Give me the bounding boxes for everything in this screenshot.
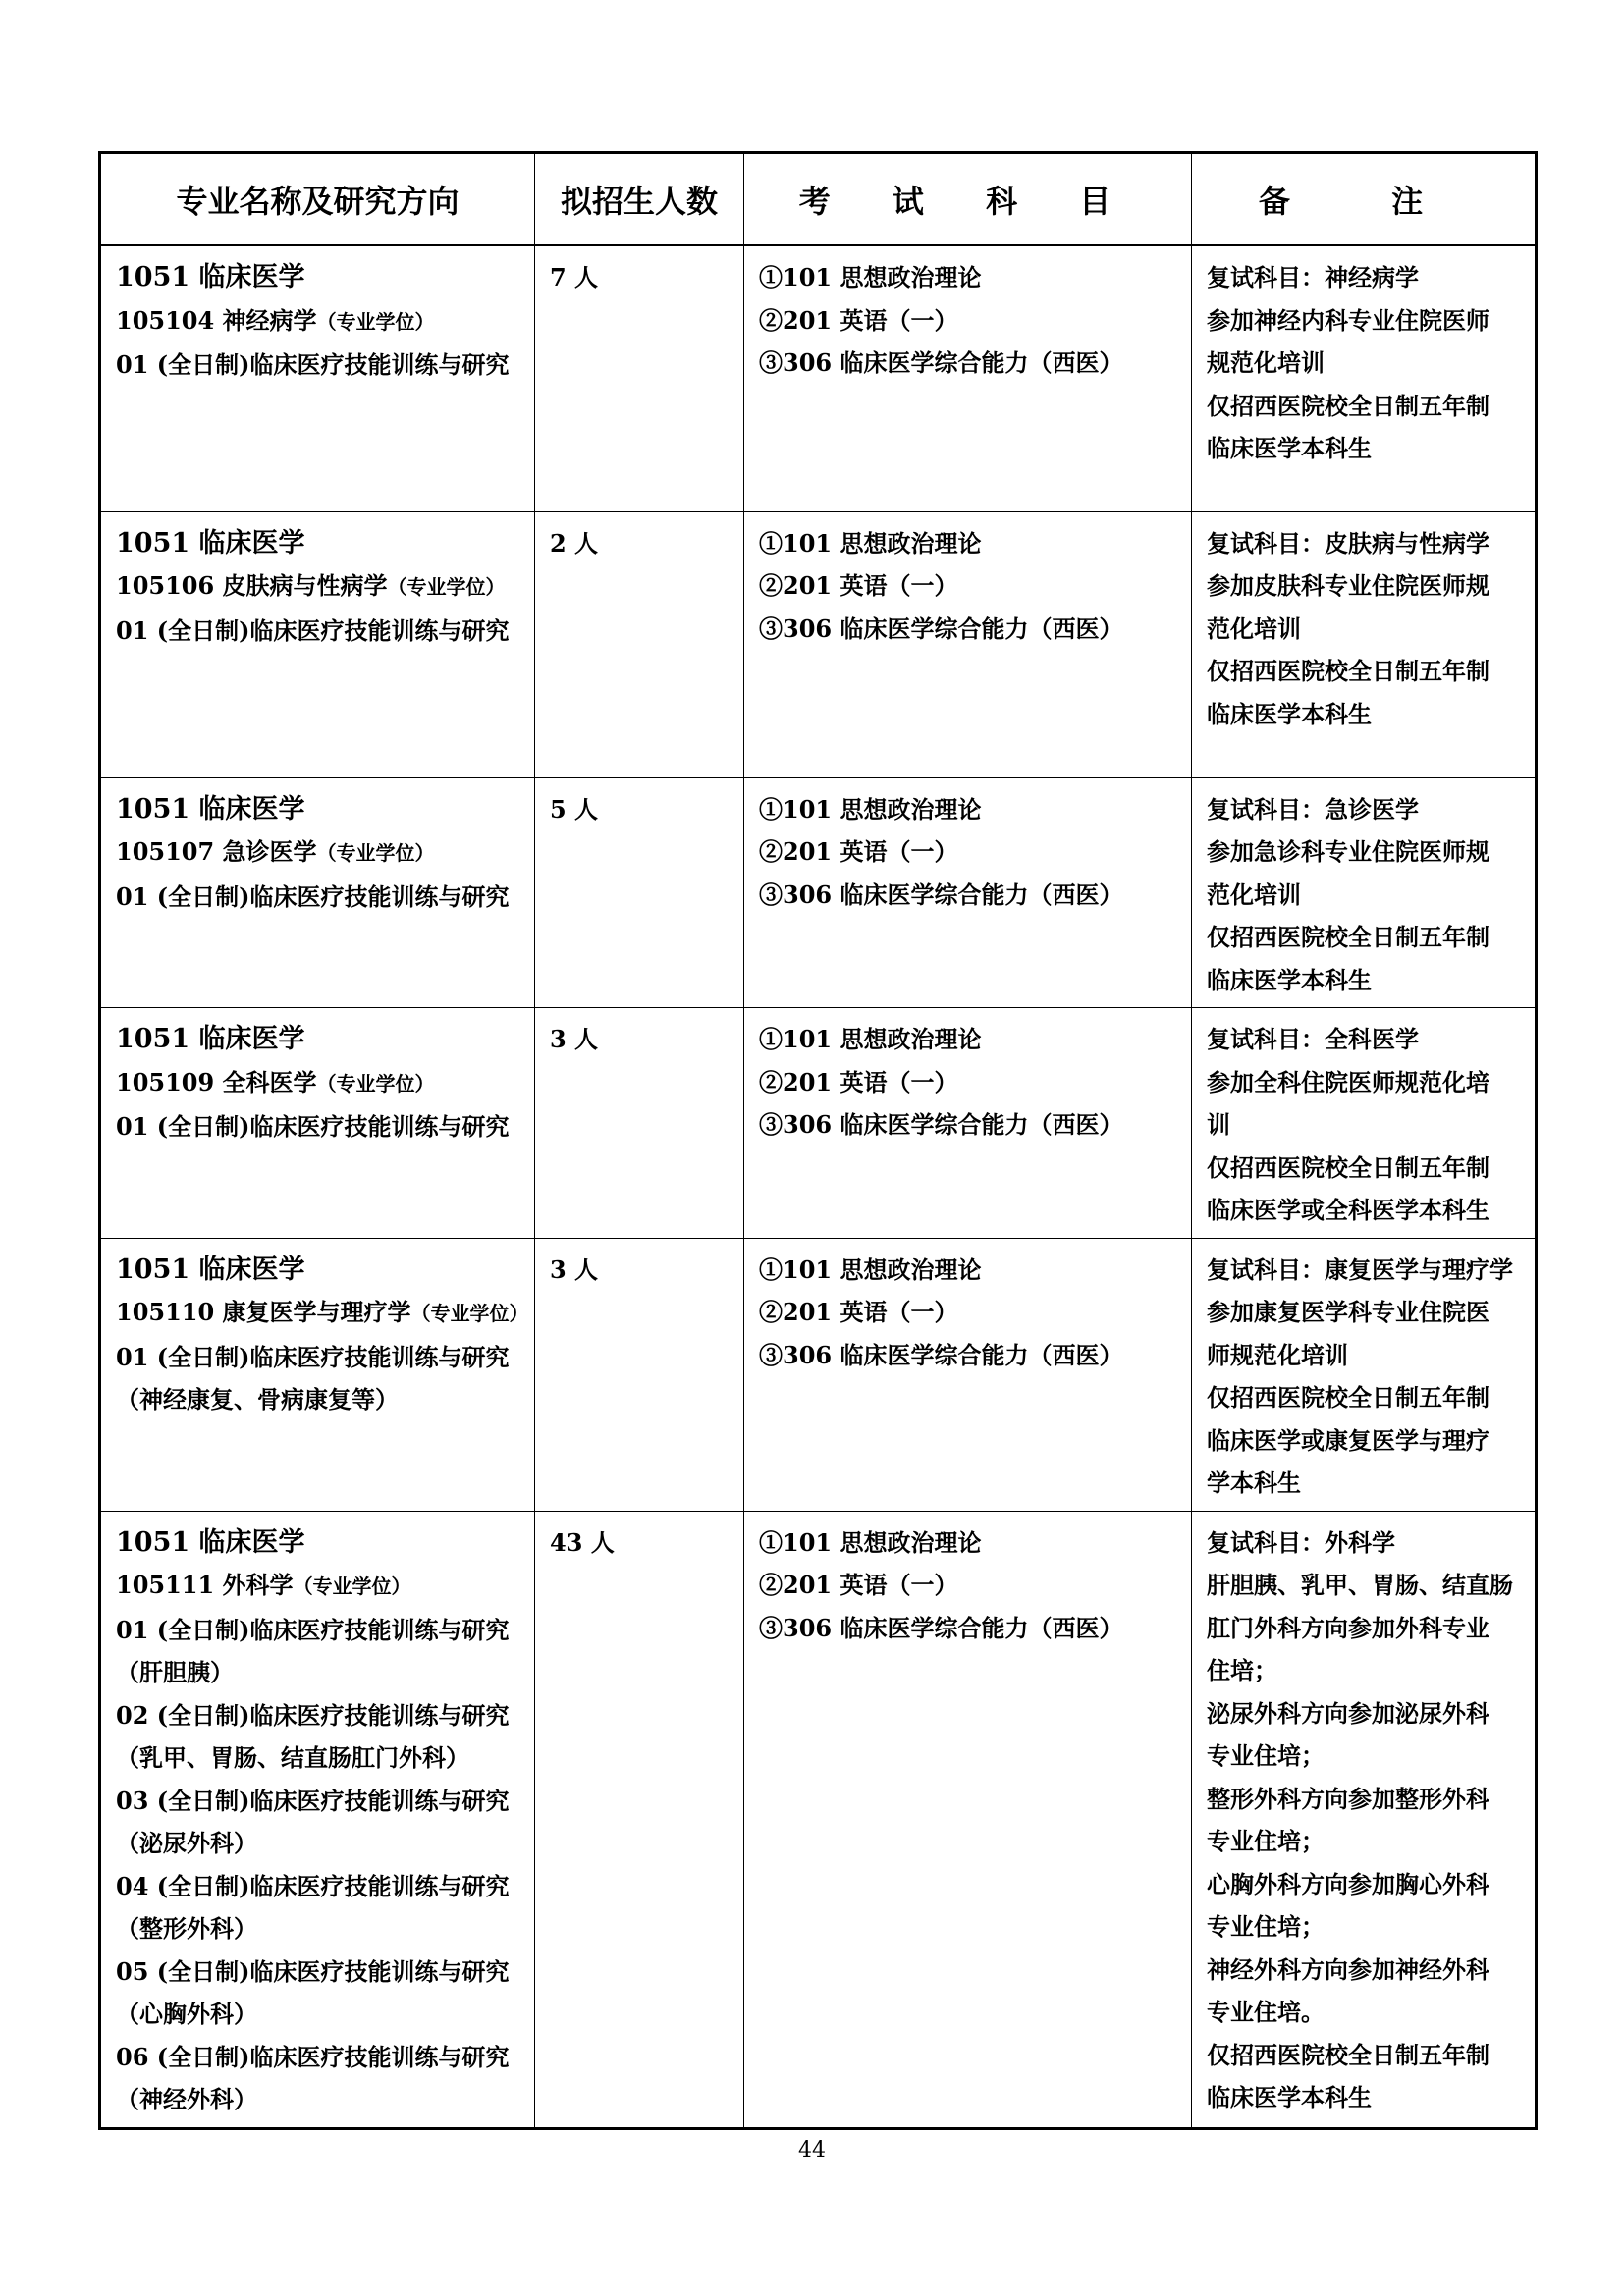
exam-subject: ①101 思想政治理论 (759, 263, 982, 292)
research-direction: （肝胆胰） (116, 1658, 234, 1686)
major-cell (100, 777, 535, 1008)
research-direction: 05 (全日制)临床医疗技能训练与研究 (116, 1956, 510, 1986)
remarks-cell (1192, 511, 1537, 777)
exam-subject: ②201 英语（一） (759, 305, 958, 335)
remarks-cell (1192, 245, 1537, 511)
remark-line: 复试科目：神经病学 (1207, 263, 1419, 292)
count-cell (535, 1008, 744, 1239)
remark-line: 规范化培训 (1207, 348, 1325, 377)
enrollment-count: 7 人 (550, 263, 599, 292)
exam-subject: ①101 思想政治理论 (759, 794, 982, 824)
remarks-cell (1192, 1008, 1537, 1239)
research-direction: 01 (全日制)临床医疗技能训练与研究 (116, 1112, 510, 1141)
research-direction: （泌尿外科） (116, 1829, 257, 1857)
sub-major-name: 105107 急诊医学 (116, 837, 317, 866)
remark-line: 参加皮肤科专业住院医师规 (1207, 571, 1489, 600)
remark-line: 临床医学本科生 (1207, 965, 1372, 994)
remark-line: 复试科目：皮肤病与性病学 (1207, 528, 1489, 558)
count-cell (535, 1238, 744, 1511)
table-row (100, 1238, 1537, 1511)
exam-subject: ③306 临床医学综合能力（西医） (759, 348, 1123, 377)
table-header-row (100, 153, 1537, 246)
remark-line: 泌尿外科方向参加泌尿外科 (1207, 1698, 1489, 1728)
major-cell (100, 1238, 535, 1511)
remark-line: 临床医学本科生 (1207, 434, 1372, 462)
degree-type-note: （专业学位） (387, 575, 506, 599)
enrollment-count: 43 人 (550, 1527, 615, 1557)
count-cell (535, 511, 744, 777)
degree-type-note: （专业学位） (316, 309, 435, 334)
remark-line: 复试科目：康复医学与理疗学 (1207, 1255, 1513, 1284)
remark-line: 临床医学本科生 (1207, 2083, 1372, 2111)
sub-major-name: 105111 外科学 (116, 1571, 294, 1599)
major-cell (100, 511, 535, 777)
major-cell (100, 245, 535, 511)
research-direction: 03 (全日制)临床医疗技能训练与研究 (116, 1786, 510, 1815)
enrollment-count: 2 人 (550, 528, 599, 558)
remark-line: 复试科目：急诊医学 (1207, 794, 1419, 824)
table-row (100, 511, 1537, 777)
exams-cell (744, 511, 1192, 777)
exam-subject: ②201 英语（一） (759, 1571, 958, 1599)
remark-line: 肝胆胰、乳甲、胃肠、结直肠 (1207, 1571, 1513, 1599)
header-exams: 考 试 科 目 (744, 153, 1192, 246)
exam-subject: ③306 临床医学综合能力（西医） (759, 1340, 1123, 1369)
exam-subject: ③306 临床医学综合能力（西医） (759, 614, 1123, 643)
table-row (100, 1511, 1537, 2128)
exam-subject: ③306 临床医学综合能力（西医） (759, 880, 1123, 909)
remark-line: 仅招西医院校全日制五年制 (1207, 391, 1489, 420)
enrollment-count: 3 人 (550, 1025, 599, 1053)
remarks-cell (1192, 1238, 1537, 1511)
exam-subject: ③306 临床医学综合能力（西医） (759, 1613, 1123, 1642)
remark-line: 参加全科住院医师规范化培 (1207, 1067, 1489, 1096)
remark-line: 范化培训 (1207, 880, 1301, 909)
sub-major-name: 105106 皮肤病与性病学 (116, 571, 388, 600)
exams-cell (744, 1511, 1192, 2128)
header-count: 拟招生人数 (535, 153, 744, 246)
exam-subject: ②201 英语（一） (759, 1298, 958, 1326)
research-direction: （乳甲、胃肠、结直肠肛门外科） (116, 1743, 469, 1772)
research-direction: 04 (全日制)临床医疗技能训练与研究 (116, 1871, 510, 1900)
remarks-cell (1192, 777, 1537, 1008)
research-direction: （整形外科） (116, 1914, 257, 1943)
table-row (100, 777, 1537, 1008)
degree-type-note: （专业学位） (293, 1575, 411, 1598)
remark-line: 专业住培； (1207, 1912, 1325, 1941)
major-name: 1051 临床医学 (116, 1254, 305, 1285)
research-direction: 01 (全日制)临床医疗技能训练与研究 (116, 1615, 510, 1644)
major-cell (100, 1008, 535, 1239)
admissions-table (98, 151, 1538, 2130)
exam-subject: ③306 临床医学综合能力（西医） (759, 1110, 1123, 1139)
remark-line: 复试科目：外科学 (1207, 1527, 1395, 1557)
research-direction: 02 (全日制)临床医疗技能训练与研究 (116, 1700, 510, 1730)
page-number: 44 (798, 2138, 826, 2163)
remark-line: 参加神经内科专业住院医师 (1207, 305, 1489, 335)
remark-line: 仅招西医院校全日制五年制 (1207, 923, 1489, 951)
remark-line: 临床医学或康复医学与理疗 (1207, 1425, 1489, 1455)
enrollment-count: 3 人 (550, 1255, 599, 1284)
sub-major (116, 830, 522, 876)
exam-subject: ①101 思想政治理论 (759, 1527, 982, 1557)
exams-cell (744, 1238, 1192, 1511)
remark-line: 复试科目：全科医学 (1207, 1025, 1419, 1053)
exam-subject: ①101 思想政治理论 (759, 1255, 982, 1284)
remark-line: 住培； (1207, 1656, 1277, 1684)
research-direction: 06 (全日制)临床医疗技能训练与研究 (116, 2042, 510, 2071)
enrollment-count: 5 人 (550, 794, 599, 824)
remark-line: 训 (1207, 1110, 1230, 1139)
sub-major-name: 105109 全科医学 (116, 1067, 317, 1096)
remark-line: 专业住培。 (1207, 1998, 1325, 2026)
count-cell (535, 777, 744, 1008)
sub-major (116, 1564, 522, 1609)
exam-subject: ①101 思想政治理论 (759, 1025, 982, 1053)
research-direction: 01 (全日制)临床医疗技能训练与研究 (116, 1342, 510, 1371)
degree-type-note: （专业学位） (316, 1071, 435, 1095)
major-name: 1051 临床医学 (116, 527, 305, 559)
sub-major (116, 1291, 529, 1336)
remark-line: 范化培训 (1207, 614, 1301, 643)
sub-major-name: 105110 康复医学与理疗学 (116, 1298, 411, 1326)
remarks-cell (1192, 1511, 1537, 2128)
remark-line: 临床医学或全科医学本科生 (1207, 1196, 1489, 1224)
exam-subject: ②201 英语（一） (759, 1067, 958, 1096)
remark-line: 临床医学本科生 (1207, 699, 1372, 728)
research-direction: （心胸外科） (116, 2000, 257, 2028)
count-cell (535, 245, 744, 511)
remark-line: 师规范化培训 (1207, 1340, 1348, 1369)
degree-type-note: （专业学位） (316, 841, 435, 865)
header-remarks: 备 注 (1192, 153, 1537, 246)
research-direction: （神经康复、骨病康复等） (116, 1385, 399, 1414)
remark-line: 仅招西医院校全日制五年制 (1207, 2040, 1489, 2069)
count-cell (535, 1511, 744, 2128)
remark-line: 心胸外科方向参加胸心外科 (1207, 1869, 1489, 1898)
major-name: 1051 临床医学 (116, 793, 305, 825)
major-cell (100, 1511, 535, 2128)
degree-type-note: （专业学位） (410, 1302, 529, 1325)
major-name: 1051 临床医学 (116, 262, 305, 293)
exam-subject: ②201 英语（一） (759, 837, 958, 866)
research-direction: （神经外科） (116, 2085, 257, 2113)
research-direction: 01 (全日制)临床医疗技能训练与研究 (116, 615, 510, 645)
sub-major-name: 105104 神经病学 (116, 305, 317, 335)
exams-cell (744, 245, 1192, 511)
exams-cell (744, 777, 1192, 1008)
exam-subject: ①101 思想政治理论 (759, 528, 982, 558)
remark-line: 仅招西医院校全日制五年制 (1207, 1152, 1489, 1182)
major-name: 1051 临床医学 (116, 1526, 305, 1558)
remark-line: 专业住培； (1207, 1741, 1325, 1770)
remark-line: 仅招西医院校全日制五年制 (1207, 1383, 1489, 1412)
header-major: 专业名称及研究方向 (100, 153, 535, 246)
sub-major (116, 564, 522, 610)
research-direction: 01 (全日制)临床医疗技能训练与研究 (116, 350, 510, 379)
remark-line: 整形外科方向参加整形外科 (1207, 1784, 1489, 1813)
remark-line: 参加急诊科专业住院医师规 (1207, 837, 1489, 866)
exam-subject: ②201 英语（一） (759, 571, 958, 600)
table-row (100, 1008, 1537, 1239)
table-row (100, 245, 1537, 511)
major-name: 1051 临床医学 (116, 1024, 305, 1054)
sub-major (116, 1061, 522, 1106)
remark-line: 参加康复医学科专业住院医 (1207, 1298, 1489, 1326)
remark-line: 肛门外科方向参加外科专业 (1207, 1613, 1489, 1642)
table-body (100, 245, 1537, 2128)
sub-major (116, 299, 522, 345)
research-direction: 01 (全日制)临床医疗技能训练与研究 (116, 881, 510, 911)
remark-line: 仅招西医院校全日制五年制 (1207, 657, 1489, 685)
remark-line: 神经外科方向参加神经外科 (1207, 1954, 1489, 1984)
remark-line: 专业住培； (1207, 1827, 1325, 1855)
exams-cell (744, 1008, 1192, 1239)
remark-line: 学本科生 (1207, 1468, 1301, 1497)
